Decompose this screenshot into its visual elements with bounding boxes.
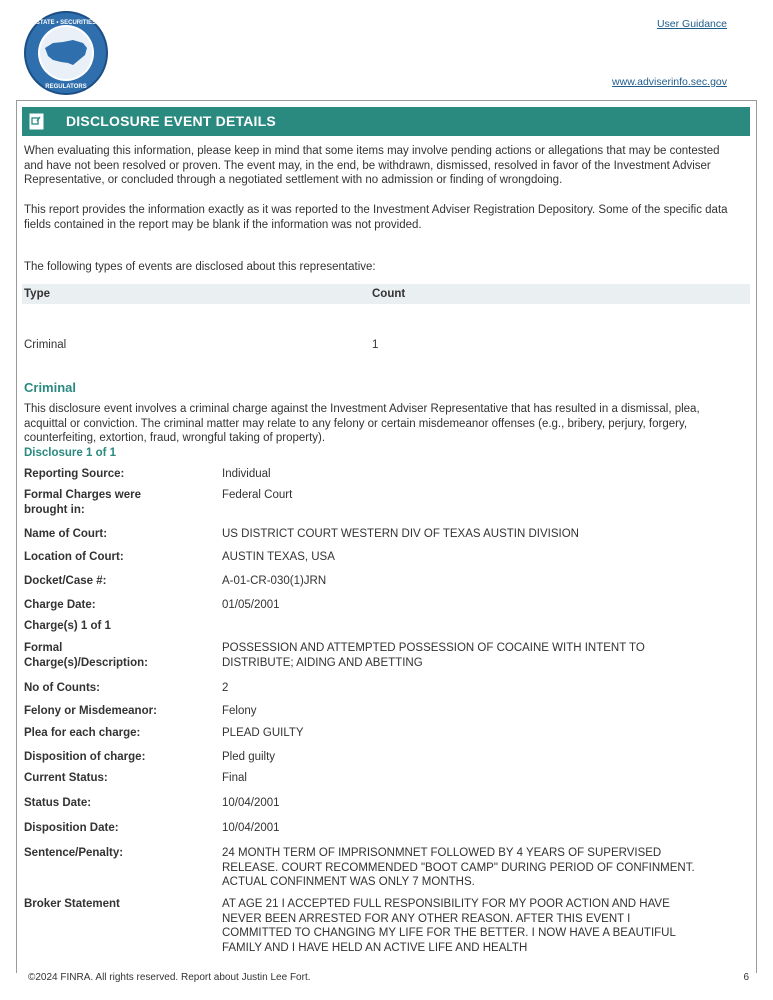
field-label: Docket/Case #: bbox=[24, 575, 107, 587]
svg-text:STATE • SECURITIES: STATE • SECURITIES bbox=[35, 20, 97, 26]
field-label: Charge Date: bbox=[24, 599, 96, 611]
disclosure-count: Disclosure 1 of 1 bbox=[24, 447, 117, 459]
field-label: Disposition of charge: bbox=[24, 751, 146, 763]
field-value: US DISTRICT COURT WESTERN DIV OF TEXAS AUSTIN DIVISION bbox=[222, 528, 579, 540]
field-label: Sentence/Penalty: bbox=[24, 847, 124, 859]
field-label: Felony or Misdemeanor: bbox=[24, 705, 157, 717]
section-banner bbox=[22, 107, 750, 136]
criminal-section-title: Criminal bbox=[24, 380, 77, 395]
field-label: Current Status: bbox=[24, 772, 108, 784]
field-label: Location of Court: bbox=[24, 551, 124, 563]
footer-copyright: ©2024 FINRA. All rights reserved. Report about Justin Lee Fort. bbox=[28, 972, 311, 983]
event-types-header bbox=[22, 284, 750, 304]
event-type-cell: Criminal bbox=[24, 339, 67, 351]
field-value: 2 bbox=[222, 682, 229, 694]
intro-paragraph-3: The following types of events are disclosed about this representative: bbox=[24, 261, 376, 273]
charge-count-label: Charge(s) 1 of 1 bbox=[24, 620, 111, 632]
field-label: Plea for each charge: bbox=[24, 727, 141, 739]
event-count-cell: 1 bbox=[372, 339, 379, 351]
field-value: Federal Court bbox=[222, 489, 293, 501]
field-value: PLEAD GUILTY bbox=[222, 727, 304, 739]
field-value: POSSESSION AND ATTEMPTED POSSESSION OF COCAINE WITH INTENT TO DISTRIBUTE; AIDING AND ABETTING bbox=[222, 642, 645, 669]
field-value: 10/04/2001 bbox=[222, 797, 280, 809]
criminal-description: This disclosure event involves a criminal charge against the Investment Adviser Representative that has resulted in a dismissal, plea, acquittal or conviction. The criminal matter may relate to any felony or certain misdemeanor offenses (e.g., bribery, perjury, forgery, counterfeiting, extortion, fraud, wrongful taking of property). bbox=[24, 403, 700, 444]
field-label: Formal Charge(s)/Description: bbox=[24, 642, 148, 669]
banner-title: DISCLOSURE EVENT DETAILS bbox=[66, 113, 276, 129]
field-value: AT AGE 21 I ACCEPTED FULL RESPONSIBILITY FOR MY POOR ACTION AND HAVE NEVER BEEN ARRESTED FOR ANY OTHER REASON. AFTER THIS EVENT I COMMITTED TO CHANGING MY LIFE FOR THE BETTER. I NOW HAVE A BEAUTIFUL FAMILY AND I HAVE HELD AN ACTIVE LIFE AND HEALTH bbox=[222, 898, 676, 954]
field-label: Broker Statement bbox=[24, 898, 120, 910]
type-column-header: Type bbox=[24, 288, 50, 300]
field-label: Status Date: bbox=[24, 797, 92, 809]
field-label: No of Counts: bbox=[24, 682, 101, 694]
field-value: Pled guilty bbox=[222, 751, 276, 763]
field-value: 24 MONTH TERM OF IMPRISONMNET FOLLOWED BY 4 YEARS OF SUPERVISED RELEASE. COURT RECOMMENDED "BOOT CAMP" DURING PERIOD OF CONFINMENT. ACTUAL CONFINMENT WAS ONLY 7 MONTHS. bbox=[222, 847, 695, 888]
svg-text:REGULATORS: REGULATORS bbox=[45, 84, 87, 90]
field-value: 01/05/2001 bbox=[222, 599, 280, 611]
field-label: Disposition Date: bbox=[24, 822, 119, 834]
field-label: Reporting Source: bbox=[24, 468, 125, 480]
field-value: A-01-CR-030(1)JRN bbox=[222, 575, 327, 587]
intro-paragraph-2: This report provides the information exactly as it was reported to the Investment Adviser Registration Depository. Some of the specific data fields contained in the report may be blank if the information was not provided. bbox=[24, 204, 728, 231]
field-label: Formal Charges were brought in: bbox=[24, 489, 141, 516]
field-value: 10/04/2001 bbox=[222, 822, 280, 834]
state-securities-regulators-seal-logo bbox=[23, 10, 109, 96]
field-label: Name of Court: bbox=[24, 528, 108, 540]
field-value: Final bbox=[222, 772, 247, 784]
count-column-header: Count bbox=[372, 288, 406, 300]
field-value: AUSTIN TEXAS, USA bbox=[222, 551, 335, 563]
adviserinfo-link[interactable]: www.adviserinfo.sec.gov bbox=[612, 76, 727, 88]
page-number: 6 bbox=[743, 972, 749, 983]
user-guidance-link[interactable]: User Guidance bbox=[656, 18, 727, 30]
intro-paragraph-1: When evaluating this information, please keep in mind that some items may involve pending actions or allegations that may be contested and have not been resolved or proven. The event may, in the end, be withdrawn, dismissed, resolved in favor of the Investment Adviser Representative, or concluded through a negotiated settlement with no admission or finding of wrongdoing. bbox=[24, 145, 720, 186]
document-icon bbox=[29, 113, 44, 130]
field-value: Felony bbox=[222, 705, 257, 717]
field-value: Individual bbox=[222, 468, 271, 480]
